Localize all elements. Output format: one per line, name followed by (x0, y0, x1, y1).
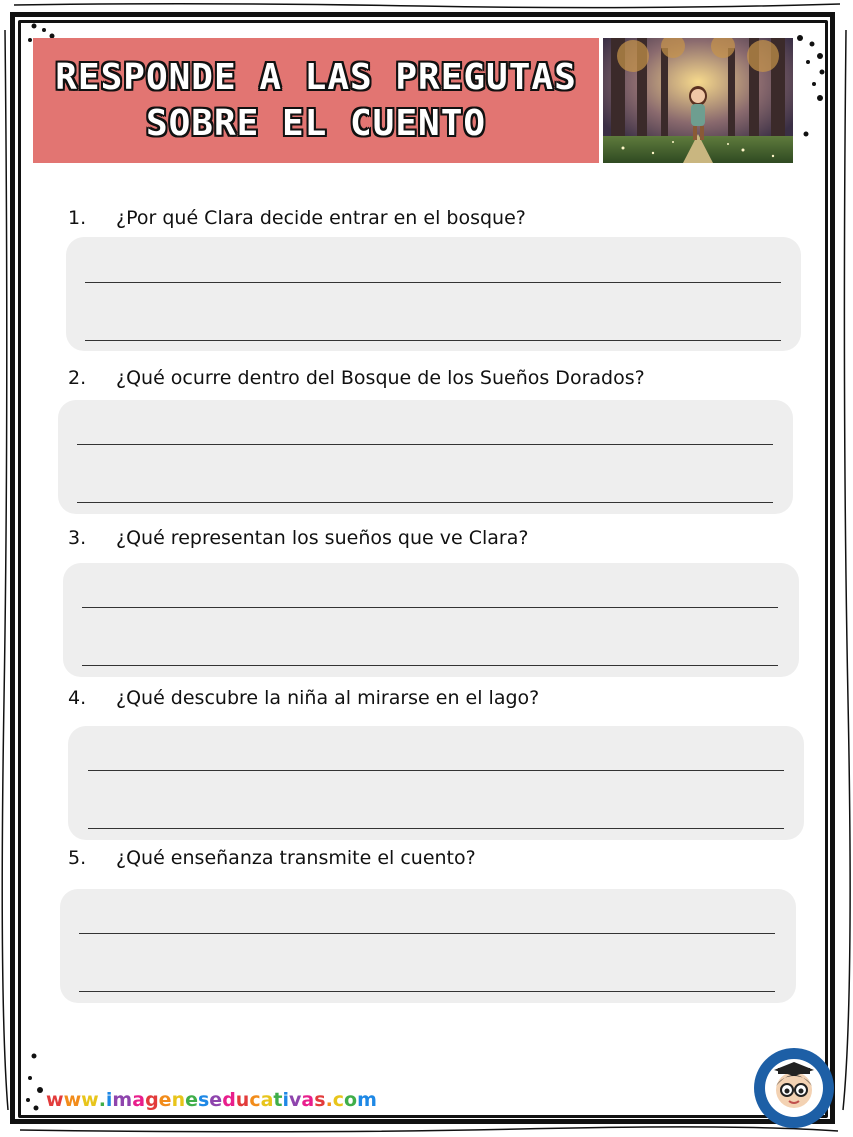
question-number: 3. (68, 527, 87, 549)
website-letter: v (289, 1089, 302, 1111)
website-letter: m (357, 1089, 377, 1111)
question-text: ¿Qué descubre la niña al mirarse en el lago? (116, 687, 540, 709)
question-text: ¿Qué representan los sueños que ve Clara? (116, 527, 529, 549)
answer-line (79, 933, 775, 934)
website-letter: w (46, 1089, 64, 1111)
answer-line (82, 607, 778, 608)
question-2 (68, 367, 645, 389)
answer-box-1[interactable] (66, 237, 801, 351)
website-letter: e (185, 1089, 198, 1111)
question-number: 5. (68, 847, 87, 869)
answer-line (88, 828, 784, 829)
website-letter: g (145, 1089, 159, 1111)
question-number: 4. (68, 687, 87, 709)
website-letter: d (222, 1089, 236, 1111)
question-number: 1. (68, 207, 87, 229)
answer-line (79, 991, 775, 992)
answer-line (77, 502, 773, 503)
website-letter: w (81, 1089, 99, 1111)
page-title-line-2: SOBRE EL CUENTO (145, 102, 487, 144)
answer-box-5[interactable] (60, 889, 796, 1003)
question-5 (68, 847, 476, 869)
answer-line (82, 665, 778, 666)
website-letter: s (314, 1089, 326, 1111)
website-letter: c (249, 1089, 261, 1111)
website-letter: i (282, 1089, 290, 1111)
website-letter: w (63, 1089, 82, 1111)
website-letter: n (171, 1089, 186, 1111)
website-letter: u (235, 1089, 250, 1111)
question-number: 2. (68, 367, 87, 389)
website-letter: . (325, 1089, 333, 1111)
website-letter: m (112, 1089, 133, 1111)
question-1 (68, 207, 526, 229)
answer-box-4[interactable] (68, 726, 804, 840)
website-letter: e (158, 1089, 172, 1111)
title-banner (33, 38, 599, 163)
answer-line (88, 770, 784, 771)
imageneseducativas-logo-icon[interactable] (752, 1046, 836, 1130)
website-letter: s (197, 1089, 210, 1111)
question-3 (68, 527, 528, 549)
website-letter: a (132, 1089, 146, 1111)
website-letter: . (98, 1089, 106, 1111)
website-link[interactable] (46, 1089, 377, 1111)
forest-girl-illustration (603, 38, 793, 163)
website-letter: c (332, 1089, 345, 1111)
website-letter: t (273, 1089, 283, 1111)
answer-line (85, 340, 781, 341)
answer-line (77, 444, 773, 445)
website-letter: e (209, 1089, 223, 1111)
question-4 (68, 687, 539, 709)
page-title-line-1: RESPONDE A LAS PREGUTAS (55, 56, 577, 98)
answer-line (85, 282, 781, 283)
answer-box-3[interactable] (63, 563, 799, 677)
website-letter: a (260, 1089, 274, 1111)
question-text: ¿Qué enseñanza transmite el cuento? (116, 847, 476, 869)
website-letter: a (301, 1089, 315, 1111)
website-letter: i (105, 1089, 113, 1111)
answer-box-2[interactable] (58, 400, 793, 514)
question-text: ¿Por qué Clara decide entrar en el bosque? (116, 207, 526, 229)
question-text: ¿Qué ocurre dentro del Bosque de los Sueños Dorados? (116, 367, 645, 389)
website-letter: o (344, 1089, 358, 1111)
